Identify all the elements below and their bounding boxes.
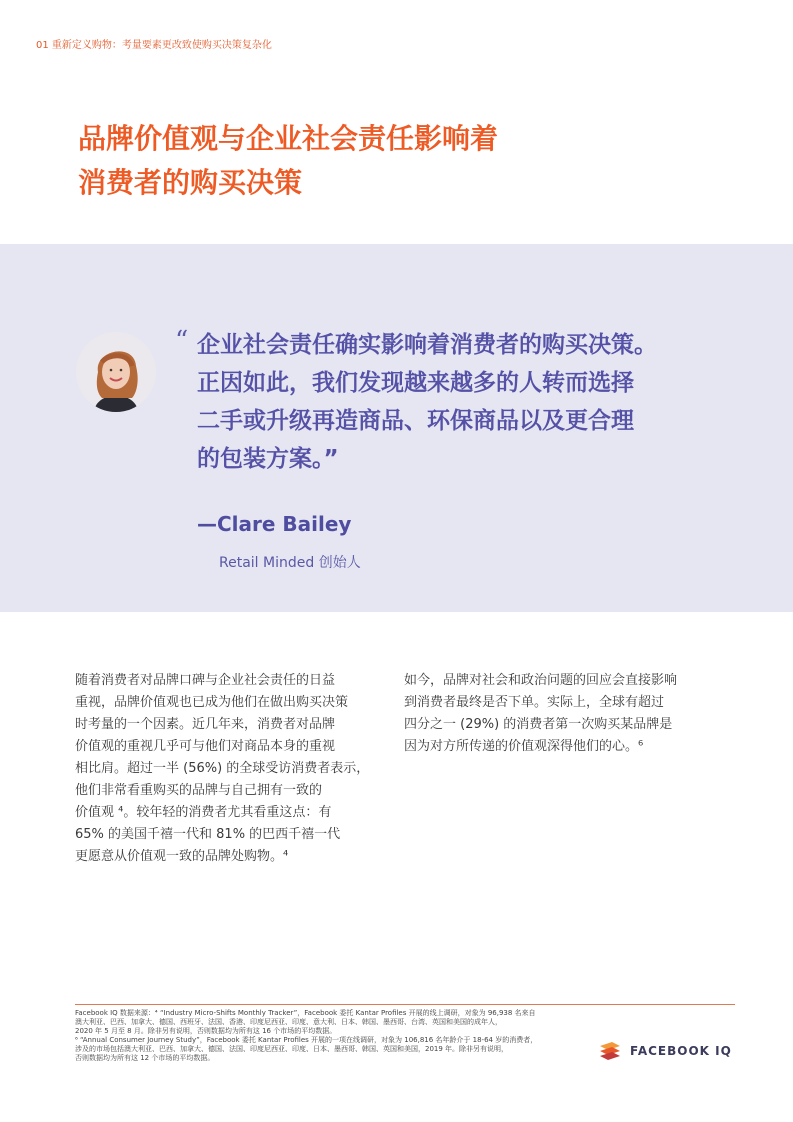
quote-author: —Clare Bailey	[197, 512, 352, 536]
footnote-line: Facebook IQ 数据来源：⁴ “Industry Micro-Shifts Monthly Tracker”，Facebook 委托 Kantar Profiles 开展的线上调研，对象为 96,938 名来自	[75, 1009, 536, 1017]
quote-line-2: 正因如此，我们发现越来越多的人转而选择	[197, 370, 634, 396]
facebook-iq-logo	[598, 1040, 732, 1062]
body-line: 随着消费者对品牌口碑与企业社会责任的日益	[75, 673, 336, 688]
footnote-divider	[75, 1004, 735, 1005]
footnote-line: 否则数据均为所有这 12 个市场的平均数据。	[75, 1054, 215, 1062]
body-line: 价值观 ⁴。较年轻的消费者尤其看重这点：有	[75, 805, 332, 820]
body-line: 到消费者最终是否下单。实际上，全球有超过	[404, 695, 665, 710]
footnotes	[75, 1009, 575, 1063]
facebook-iq-mark-icon	[598, 1040, 622, 1062]
quote-author-role: Retail Minded 创始人	[219, 555, 361, 571]
logo-text: FACEBOOK IQ	[630, 1044, 732, 1058]
portrait-image	[76, 332, 156, 412]
body-column-right	[404, 670, 734, 758]
quote-line-4: 的包装方案。”	[197, 446, 339, 472]
body-line: 如今，品牌对社会和政治问题的回应会直接影响	[404, 673, 678, 688]
title-line-2: 消费者的购买决策	[78, 166, 303, 199]
quote-line-1: 企业社会责任确实影响着消费者的购买决策。	[197, 332, 657, 358]
avatar	[76, 332, 156, 412]
footnote-line: 涉及的市场包括澳大利亚、巴西、加拿大、德国、法国、印度尼西亚、印度、日本、墨西哥、韩国、英国和美国，2019 年。除非另有说明，	[75, 1045, 509, 1053]
body-line: 更愿意从价值观一致的品牌处购物。⁴	[75, 849, 289, 864]
body-line: 重视，品牌价值观也已成为他们在做出购买决策	[75, 695, 349, 710]
page-title	[78, 117, 638, 205]
body-line: 因为对方所传递的价值观深得他们的心。⁶	[404, 739, 644, 754]
body-line: 四分之一 (29%) 的消费者第一次购买某品牌是	[404, 717, 673, 732]
body-line: 相比肩。超过一半 (56%) 的全球受访消费者表示，	[75, 761, 370, 776]
body-line: 65% 的美国千禧一代和 81% 的巴西千禧一代	[75, 827, 341, 842]
body-line: 他们非常看重购买的品牌与自己拥有一致的	[75, 783, 323, 798]
footnote-line: 2020 年 5 月至 8 月。除非另有说明，否则数据均为所有这 16 个市场的平均数据。	[75, 1027, 337, 1035]
quote-mark: “	[175, 326, 189, 356]
breadcrumb: 01 重新定义购物：考量要素更改致使购买决策复杂化	[36, 40, 272, 51]
body-line: 价值观的重视几乎可与他们对商品本身的重视	[75, 739, 336, 754]
quote-line-3: 二手或升级再造商品、环保商品以及更合理	[197, 408, 634, 434]
footnote-line: ⁶ “Annual Consumer Journey Study”，Facebook 委托 Kantar Profiles 开展的一项在线调研，对象为 106,816 名年龄介于 18-64 岁的消费者，	[75, 1036, 538, 1044]
pull-quote	[197, 326, 737, 478]
body-column-left	[75, 670, 393, 868]
body-line: 时考量的一个因素。近几年来，消费者对品牌	[75, 717, 336, 732]
title-line-1: 品牌价值观与企业社会责任影响着	[78, 122, 499, 155]
footnote-line: 澳大利亚、巴西、加拿大、德国、西班牙、法国、香港、印度尼西亚、印度、意大利、日本、韩国、墨西哥、台湾、英国和美国的成年人，	[75, 1018, 502, 1026]
